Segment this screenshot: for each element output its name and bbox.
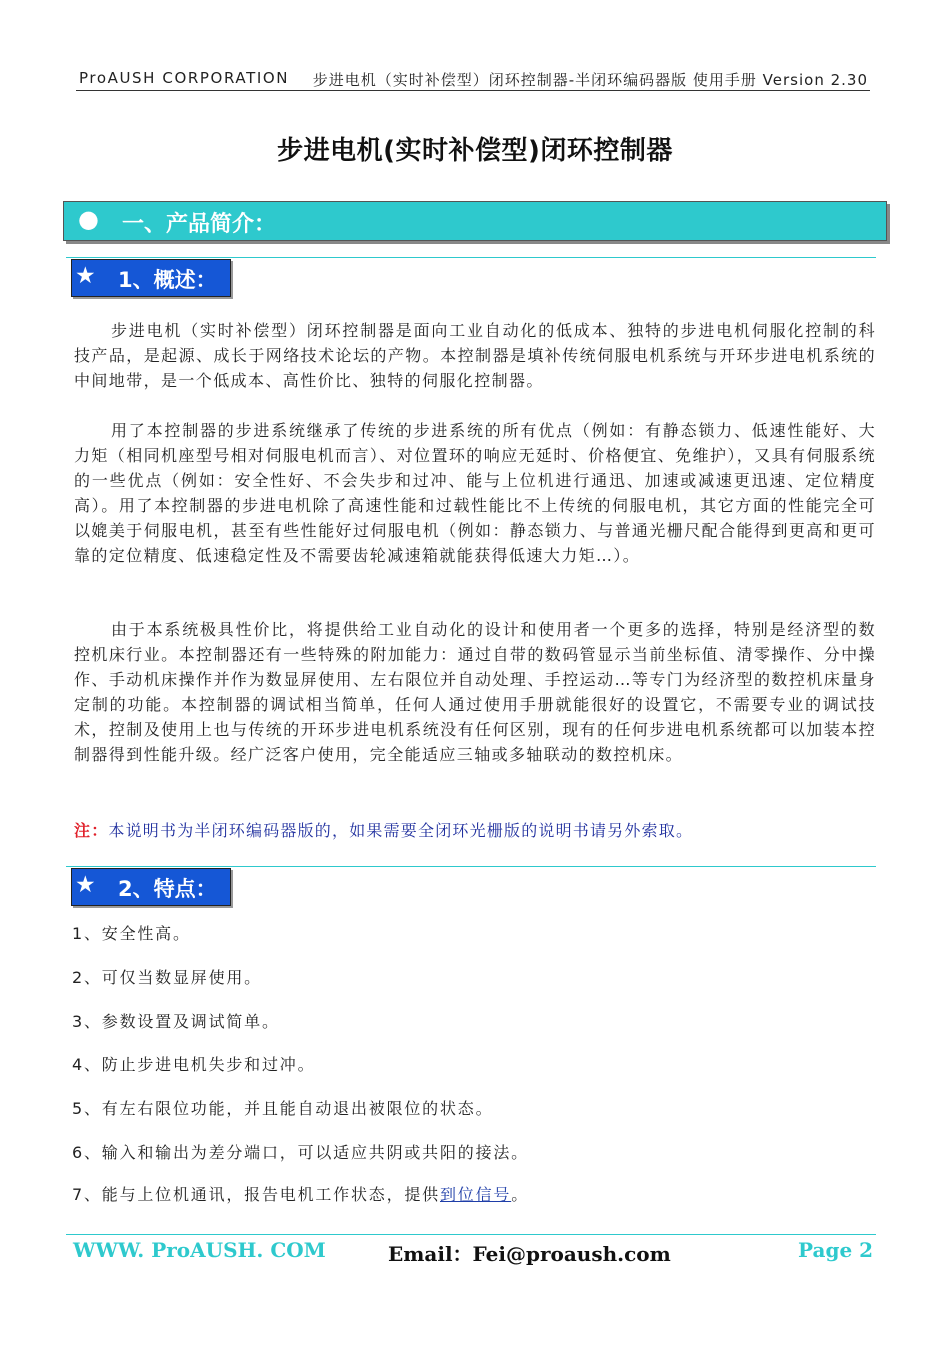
list-item — [72, 1182, 529, 1205]
position-signal-link[interactable]: 到位信号 — [439, 1185, 512, 1204]
subsection-label: 2、特点： — [118, 877, 217, 901]
divider-line — [66, 257, 876, 258]
list-item: 3、参数设置及调试简单。 — [72, 1012, 280, 1031]
note-body: 本说明书为半闭环编码器版的，如果需要全闭环光栅版的说明书请另外索取。 — [108, 821, 694, 840]
section-banner-product-intro — [63, 201, 887, 241]
overview-paragraph: 步进电机（实时补偿型）闭环控制器是面向工业自动化的低成本、独特的步进电机伺服化控制的科技产品，是起源、成长于网络技术论坛的产物。本控制器是填补传统伺服电机系统与开环步进电机系统的中间地带，是一个低成本、高性价比、独特的伺服化控制器。 — [74, 321, 876, 390]
list-item: 4、防止步进电机失步和过冲。 — [72, 1055, 316, 1074]
note-text — [74, 818, 876, 841]
list-item: 5、有左右限位功能，并且能自动退出被限位的状态。 — [72, 1099, 494, 1118]
header-corporation: ProAUSH CORPORATION — [79, 69, 290, 87]
bullet-icon: ● — [78, 205, 99, 233]
overview-paragraph: 由于本系统极具性价比，将提供给工业自动化的设计和使用者一个更多的选择，特别是经济型的数控机床行业。本控制器还有一些特殊的附加能力：通过自带的数码管显示当前坐标值、清零操作、分中操作、手动机床操作并作为数显屏使用、左右限位并自动处理、手控运动…等专门为经济型的数控机床量身定制的功能。本控制器的调试相当简单，任何人通过使用手册就能很好的设置它，不需要专业的调试技术，控制及使用上也与传统的开环步进电机系统没有任何区别，现有的任何步进电机系统都可以加装本控制器得到性能升级。经广泛客户使用，完全能适应三轴或多轴联动的数控机床。 — [74, 620, 876, 764]
note-label: 注： — [74, 821, 109, 840]
list-item-text: 7、能与上位机通讯，报告电机工作状态，提供 — [72, 1185, 440, 1204]
list-item: 1、安全性高。 — [72, 924, 191, 943]
footer-website: WWW. ProAUSH. COM — [73, 1238, 326, 1262]
footer-divider — [66, 1234, 876, 1235]
subsection-label: 1、概述： — [118, 268, 217, 292]
header-doc-info: 步进电机（实时补偿型）闭环控制器-半闭环编码器版 使用手册 Version 2.30 — [312, 71, 868, 89]
list-item: 6、输入和输出为差分端口，可以适应共阴或共阳的接法。 — [72, 1143, 529, 1162]
star-icon: ★ — [75, 872, 96, 898]
list-item: 2、可仅当数显屏使用。 — [72, 968, 262, 987]
subsection-banner-features — [71, 868, 231, 906]
page-title: 步进电机(实时补偿型)闭环控制器 — [277, 136, 673, 166]
divider-line — [66, 866, 876, 867]
list-item-suffix: 。 — [511, 1185, 529, 1204]
star-icon: ★ — [75, 263, 96, 289]
footer-page-number: Page 2 — [798, 1238, 874, 1262]
page-header — [76, 68, 870, 91]
subsection-banner-overview — [71, 259, 231, 297]
footer-email: Email：Fei@proaush.com — [388, 1242, 671, 1266]
overview-paragraph: 用了本控制器的步进系统继承了传统的步进系统的所有优点（例如：有静态锁力、低速性能好、大力矩（相同机座型号相对伺服电机而言）、对位置环的响应无延时、价格便宜、免维护），又具有伺服系统的一些优点（例如：安全性好、不会失步和过冲、能与上位机进行通迅、加速或减速更迅速、定位精度高）。用了本控制器的步进电机除了高速性能和过载性能比不上传统的伺服电机，其它方面的性能完全可以媲美于伺服电机，甚至有些性能好过伺服电机（例如：静态锁力、与普通光栅尺配合能得到更高和更可靠的定位精度、低速稳定性及不需要齿轮减速箱就能获得低速大力矩…）。 — [74, 421, 876, 565]
section-label: 一、产品简介： — [122, 212, 277, 237]
